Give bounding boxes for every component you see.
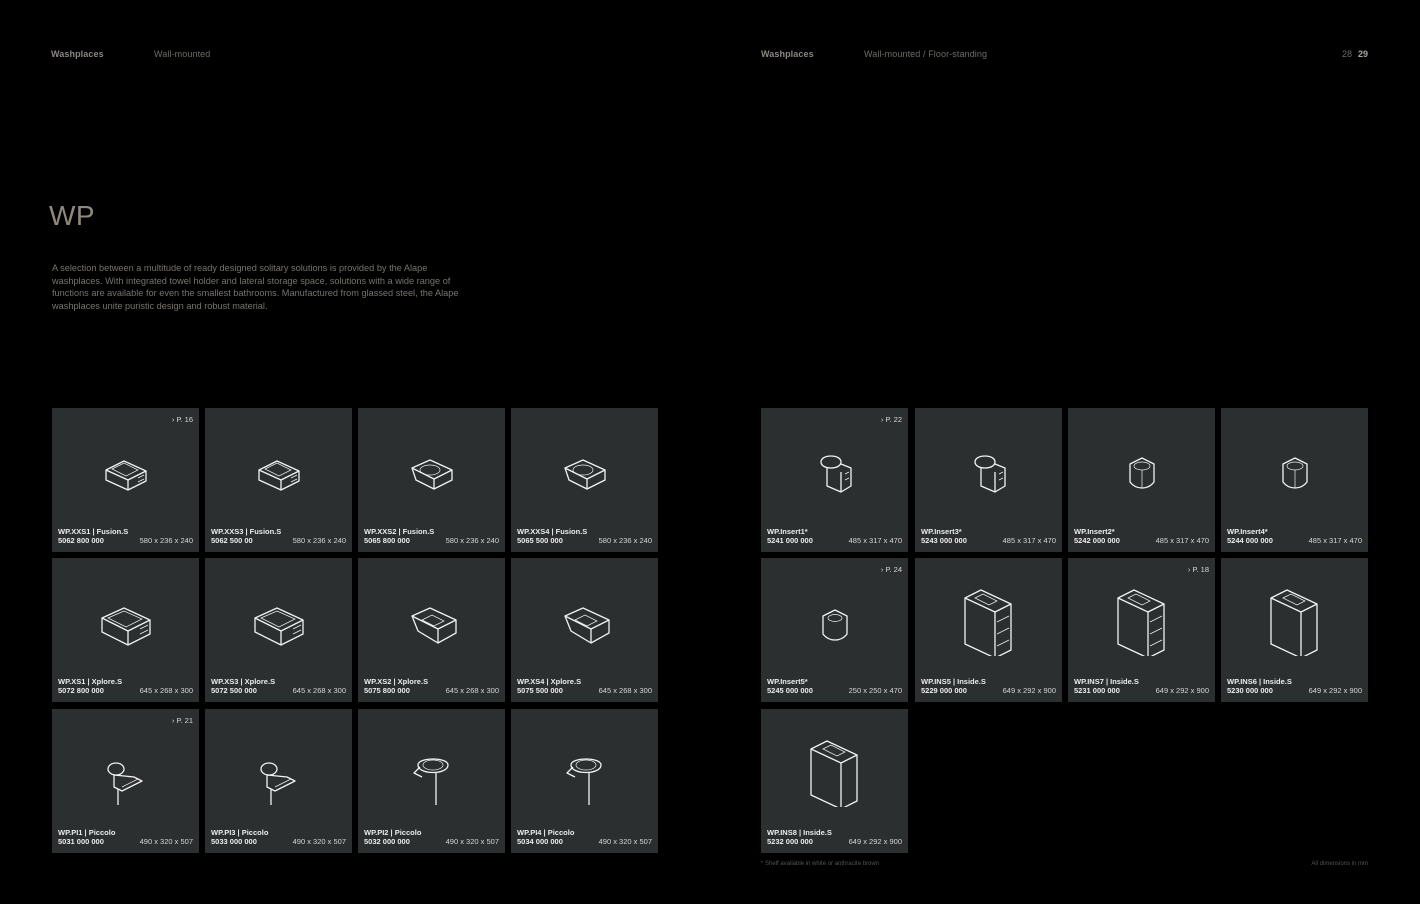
piccolo-icon [52,727,199,807]
product-code: 5062 500 00 [211,536,253,545]
product-code: 5242 000 000 [1074,536,1120,545]
product-dimensions: 490 x 320 x 507 [292,837,346,846]
product-name: WP.Insert3* [921,527,962,536]
insert-round-icon [1221,426,1368,506]
product-name: WP.XXS3 | Fusion.S [211,527,282,536]
product-name: WP.PI1 | Piccolo [58,828,116,837]
product-tile[interactable] [358,408,505,552]
fusion-box-icon [205,426,352,506]
fusion-basin-icon [511,426,658,506]
product-code: 5229 000 000 [921,686,967,695]
header-left-sub [154,49,210,59]
piccolo-round-icon [511,727,658,807]
product-dimensions: 485 x 317 x 470 [1308,536,1362,545]
product-dimensions: 580 x 236 x 240 [292,536,346,545]
product-dimensions: 490 x 320 x 507 [445,837,499,846]
product-code: 5075 800 000 [364,686,410,695]
product-tile[interactable] [205,709,352,853]
product-tile[interactable] [52,408,199,552]
product-name: WP.INS8 | Inside.S [767,828,832,837]
xplore-box-icon [205,576,352,656]
product-name: WP.Insert5* [767,677,808,686]
inside-closed-icon [761,727,908,807]
product-dimensions: 649 x 292 x 900 [1155,686,1209,695]
product-code: 5034 000 000 [517,837,563,846]
product-dimensions: 250 x 250 x 470 [848,686,902,695]
product-tile[interactable] [511,408,658,552]
product-tile[interactable] [358,558,505,702]
product-code: 5232 000 000 [767,837,813,846]
product-code: 5072 800 000 [58,686,104,695]
product-tile[interactable] [915,558,1062,702]
product-dimensions: 645 x 268 x 300 [445,686,499,695]
page-reference[interactable]: › P. 21 [171,716,193,725]
inside-tall-icon [915,576,1062,656]
page-reference[interactable]: › P. 24 [880,565,902,574]
product-name: WP.INS5 | Inside.S [921,677,986,686]
product-tile[interactable] [1068,408,1215,552]
section-label: Washplaces [761,49,814,59]
product-code: 5032 000 000 [364,837,410,846]
page-numbers [1342,49,1368,59]
product-name: WP.XXS4 | Fusion.S [517,527,588,536]
subsection-label: Wall-mounted / Floor-standing [864,49,988,59]
product-dimensions: 485 x 317 x 470 [1002,536,1056,545]
fusion-basin-icon [358,426,505,506]
product-code: 5031 000 000 [58,837,104,846]
product-name: WP.INS6 | Inside.S [1227,677,1292,686]
header-left [51,49,104,59]
product-code: 5231 000 000 [1074,686,1120,695]
product-dimensions: 490 x 320 x 507 [139,837,193,846]
product-tile[interactable] [205,558,352,702]
product-dimensions: 645 x 268 x 300 [292,686,346,695]
product-name: WP.Insert2* [1074,527,1115,536]
insert-small-icon [761,576,908,656]
inside-closed-icon [1221,576,1368,656]
product-name: WP.XS1 | Xplore.S [58,677,123,686]
xplore-box-icon [52,576,199,656]
product-name: WP.PI4 | Piccolo [517,828,575,837]
header-right [761,49,814,59]
product-code: 5241 000 000 [767,536,813,545]
product-dimensions: 649 x 292 x 900 [848,837,902,846]
product-tile[interactable] [205,408,352,552]
product-name: WP.XXS1 | Fusion.S [58,527,129,536]
product-name: WP.XXS2 | Fusion.S [364,527,435,536]
dimensions-note: All dimensions in mm [1311,861,1368,867]
product-code: 5072 500 000 [211,686,257,695]
product-tile[interactable] [761,709,908,853]
intro-text: A selection between a multitude of ready designed solitary solutions is provided by the Alape washplaces. With integrated towel holder and lateral storage space, solutions with a wide range of functions are available for even the smallest bathrooms. Manufactured from glassed steel, the Alape washplaces unite puristic design and robust material. [52,263,459,311]
product-tile[interactable] [1221,558,1368,702]
page-reference[interactable]: › P. 22 [880,415,902,424]
product-name: WP.INS7 | Inside.S [1074,677,1139,686]
product-dimensions: 580 x 236 x 240 [139,536,193,545]
page-number-left: 28 [1341,49,1352,59]
inside-tall-icon [1068,576,1215,656]
product-tile[interactable] [511,709,658,853]
product-dimensions: 490 x 320 x 507 [598,837,652,846]
product-tile[interactable] [1221,408,1368,552]
product-name: WP.Insert4* [1227,527,1268,536]
product-name: WP.XS3 | Xplore.S [211,677,276,686]
piccolo-icon [205,727,352,807]
header-right-sub [864,49,987,59]
product-code: 5243 000 000 [921,536,967,545]
product-name: WP.XS4 | Xplore.S [517,677,582,686]
product-code: 5075 500 000 [517,686,563,695]
product-code: 5062 800 000 [58,536,104,545]
page-number-right: 29 [1357,49,1368,59]
page-reference[interactable]: › P. 16 [171,415,193,424]
product-tile[interactable] [915,408,1062,552]
product-code: 5245 000 000 [767,686,813,695]
insert-icon [915,426,1062,506]
product-tile[interactable] [358,709,505,853]
insert-round-icon [1068,426,1215,506]
xplore-basin-icon [358,576,505,656]
product-dimensions: 645 x 268 x 300 [139,686,193,695]
insert-icon [761,426,908,506]
product-code: 5244 000 000 [1227,536,1273,545]
product-tile[interactable] [52,709,199,853]
product-code: 5065 800 000 [364,536,410,545]
product-dimensions: 645 x 268 x 300 [598,686,652,695]
product-code: 5033 000 000 [211,837,257,846]
footnote: * Shelf available in white or anthracite brown [761,861,880,867]
product-dimensions: 580 x 236 x 240 [445,536,499,545]
product-tile[interactable] [761,408,908,552]
product-tile[interactable] [1068,558,1215,702]
product-tile[interactable] [511,558,658,702]
page-title: WP [49,200,96,231]
product-code: 5230 000 000 [1227,686,1273,695]
fusion-box-icon [52,426,199,506]
product-name: WP.PI2 | Piccolo [364,828,422,837]
product-name: WP.Insert1* [767,527,808,536]
product-code: 5065 500 000 [517,536,563,545]
product-tile[interactable] [52,558,199,702]
product-tile[interactable] [761,558,908,702]
section-label: Washplaces [51,49,104,59]
product-name: WP.XS2 | Xplore.S [364,677,429,686]
xplore-basin-icon [511,576,658,656]
product-dimensions: 649 x 292 x 900 [1308,686,1362,695]
piccolo-round-icon [358,727,505,807]
page-reference[interactable]: › P. 18 [1187,565,1209,574]
product-dimensions: 580 x 236 x 240 [598,536,652,545]
product-dimensions: 485 x 317 x 470 [1155,536,1209,545]
product-dimensions: 485 x 317 x 470 [848,536,902,545]
product-name: WP.PI3 | Piccolo [211,828,269,837]
product-dimensions: 649 x 292 x 900 [1002,686,1056,695]
subsection-label: Wall-mounted [154,49,211,59]
